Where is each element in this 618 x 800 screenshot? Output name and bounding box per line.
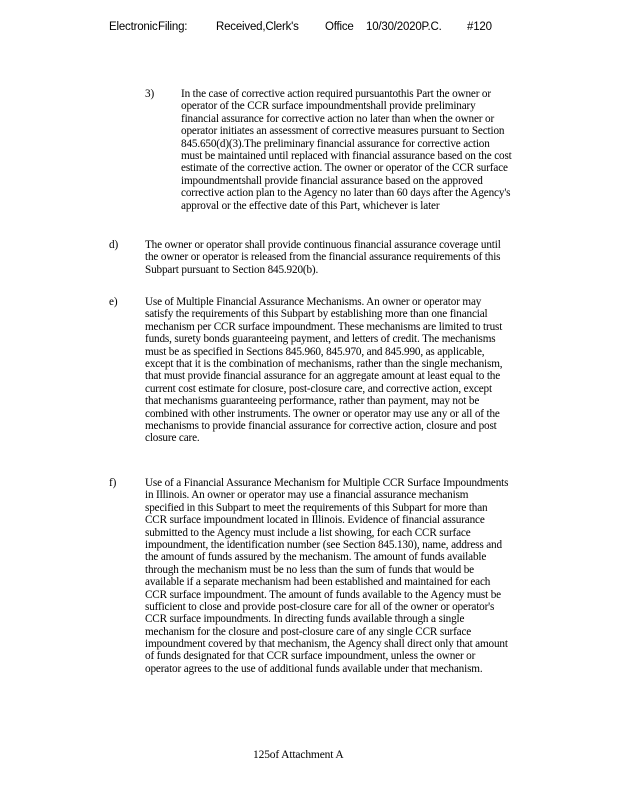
- paragraph-body: [145, 239, 501, 276]
- text-line: in Illinois. An owner or operator may use a financial assurance mechanism: [145, 489, 469, 502]
- text-line: through the mechanism must be no less than the sum of funds that would be: [145, 563, 474, 576]
- paragraph-marker: d): [109, 239, 119, 251]
- text-line: current cost estimate for closure, post-closure care, and corrective action, except: [145, 382, 492, 395]
- text-line: the owner or operator is released from the financial assurance requirements of this: [145, 251, 501, 264]
- header-filing: Filing:: [158, 21, 188, 33]
- text-line: In the case of corrective action required pursuantothis Part the owner or: [181, 88, 491, 100]
- text-line: except that it is the combination of mechanisms, rather than the single mechanism,: [145, 357, 503, 370]
- text-line: operator agrees to the use of additional funds available under that mechanism.: [145, 662, 483, 675]
- text-line: combined with other instruments. The owner or operator may use any or all of the: [145, 407, 500, 420]
- text-line: sufficient to close and provide post-closure care for all of the owner or operator's: [145, 600, 495, 613]
- text-line: approval or the effective date of this Part, whichever is later: [181, 199, 440, 212]
- text-line: the amount of funds assured by the mechanism. The amount of funds available: [145, 551, 487, 564]
- text-line: satisfy the requirements of this Subpart by establishing more than one financial: [145, 308, 488, 321]
- text-line: that mechanisms guaranteeing performance, rather than payment, may not be: [145, 395, 480, 408]
- header-electronic: Electronic: [109, 21, 158, 33]
- header-date: 10/30/2020P.C.: [366, 21, 442, 33]
- text-line: operator of the CCR surface impoundmentshall provide preliminary: [181, 100, 476, 113]
- text-line: CCR surface impoundments. In directing funds available through a single: [145, 613, 465, 626]
- text-line: mechanism for the closure and post-closure care of any single CCR surface: [145, 625, 472, 638]
- text-line: financial assurance for corrective action no later than when the owner or: [181, 112, 495, 125]
- text-line: Subpart pursuant to Section 845.920(b).: [145, 263, 319, 276]
- text-line: specified in this Subpart to meet the requirements of this Subpart for more than: [145, 501, 488, 514]
- text-line: corrective action plan to the Agency no later than 60 days after the Agency's: [181, 187, 511, 200]
- text-line: impoundment, the identification number (see Section 845.130), name, address and: [145, 538, 502, 551]
- text-line: impoundmentshall provide financial assurance based on the approved: [181, 174, 483, 187]
- text-line: mechanism per CCR surface impoundment. These mechanisms are limited to trust: [145, 320, 503, 333]
- header-number: #120: [467, 21, 492, 33]
- text-line: Use of a Financial Assurance Mechanism for Multiple CCR Surface Impoundments: [145, 477, 509, 489]
- filing-header: [109, 21, 579, 37]
- text-line: 845.650(d)(3).The preliminary financial assurance for corrective action: [181, 137, 490, 150]
- text-line: of funds designated for that CCR surface impoundment, unless the owner or: [145, 650, 476, 663]
- text-line: funds, surety bonds guaranteeing payment, and letters of credit. The mechanisms: [145, 333, 496, 346]
- text-line: CCR surface impoundment located in Illinois. Evidence of financial assurance: [145, 514, 485, 527]
- paragraph-body: [181, 88, 512, 212]
- text-line: impoundment covered by that mechanism, the Agency shall direct only that amount: [145, 638, 508, 651]
- text-line: mechanisms to provide financial assurance for corrective action, closure and post: [145, 419, 497, 432]
- header-received: Received,Clerk's: [216, 21, 299, 33]
- text-line: Use of Multiple Financial Assurance Mechanisms. An owner or operator may: [145, 296, 482, 308]
- text-line: available if a separate mechanism had been established and maintained for each: [145, 576, 491, 589]
- text-line: closure care.: [145, 432, 200, 445]
- text-line: must be maintained until replaced with financial assurance based on the cost: [181, 149, 512, 162]
- paragraph-marker: f): [109, 477, 117, 489]
- text-line: must be as specified in Sections 845.960, 845.970, and 845.990, as applicable,: [145, 345, 485, 358]
- text-line: that must provide financial assurance for an aggregate amount at least equal to the: [145, 370, 501, 383]
- header-office: Office: [325, 21, 354, 33]
- paragraph-marker: 3): [145, 88, 155, 100]
- text-line: submitted to the Agency must include a list showing, for each CCR surface: [145, 526, 471, 539]
- paragraph-body: [145, 477, 508, 675]
- text-line: operator initiates an assessment of corrective measures pursuant to Section: [181, 125, 505, 138]
- page-footer: 125of Attachment A: [253, 749, 344, 761]
- text-line: CCR surface impoundment. The amount of funds available to the Agency must be: [145, 588, 501, 601]
- paragraph-body: [145, 296, 502, 445]
- text-line: The owner or operator shall provide continuous financial assurance coverage until: [145, 239, 501, 251]
- text-line: estimate of the corrective action. The owner or operator of the CCR surface: [181, 162, 508, 175]
- paragraph-marker: e): [109, 296, 118, 308]
